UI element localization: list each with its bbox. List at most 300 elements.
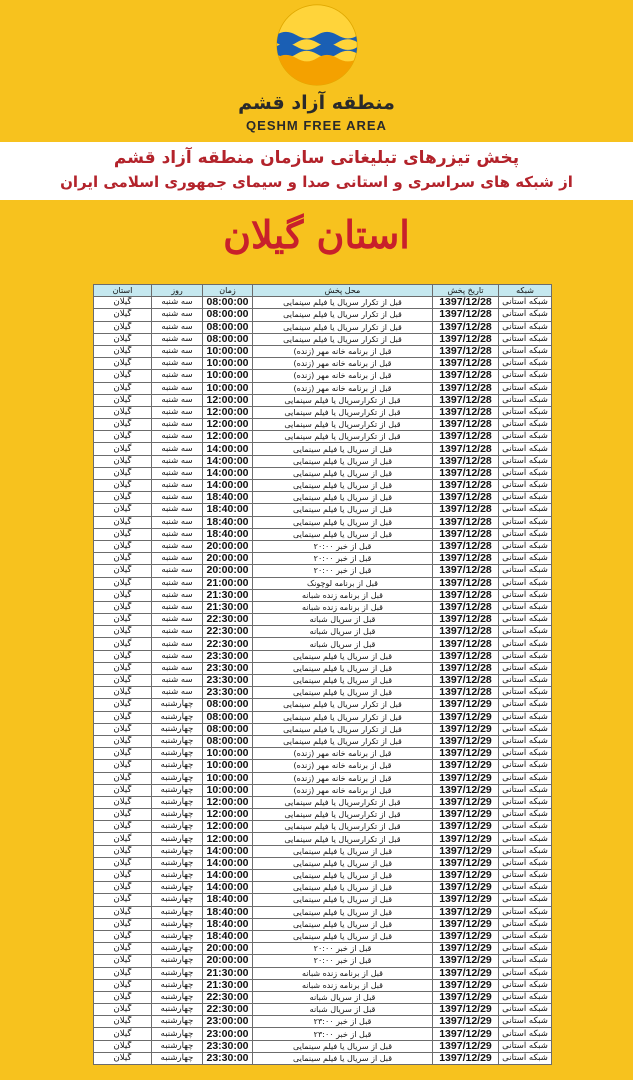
cell-network: شبکه استانی xyxy=(499,821,552,833)
cell-network: شبکه استانی xyxy=(499,1004,552,1016)
cell-network: شبکه استانی xyxy=(499,1040,552,1052)
heading-line-1: پخش تیزرهای تبلیغاتی سازمان منطقه آزاد قشم xyxy=(113,148,520,168)
cell-province: گیلان xyxy=(94,309,152,321)
cell-date: 1397/12/28 xyxy=(433,382,499,394)
cell-network: شبکه استانی xyxy=(499,723,552,735)
table-row xyxy=(94,675,552,687)
cell-time: 23:30:00 xyxy=(203,650,253,662)
cell-province: گیلان xyxy=(94,419,152,431)
cell-network: شبکه استانی xyxy=(499,796,552,808)
cell-day: سه شنبه xyxy=(152,601,203,613)
cell-province: گیلان xyxy=(94,955,152,967)
cell-slot: قبل از سریال یا فیلم سینمایی xyxy=(253,1040,433,1052)
cell-slot: قبل از تکرارسریال یا فیلم سینمایی xyxy=(253,821,433,833)
cell-province: گیلان xyxy=(94,723,152,735)
cell-province: گیلان xyxy=(94,1040,152,1052)
cell-slot: قبل از تکرار سریال یا فیلم سینمایی xyxy=(253,711,433,723)
table-row xyxy=(94,467,552,479)
cell-network: شبکه استانی xyxy=(499,699,552,711)
table-row xyxy=(94,504,552,516)
table-row xyxy=(94,723,552,735)
cell-time: 22:30:00 xyxy=(203,1004,253,1016)
cell-province: گیلان xyxy=(94,638,152,650)
cell-date: 1397/12/28 xyxy=(433,626,499,638)
cell-slot: قبل از سریال یا فیلم سینمایی xyxy=(253,857,433,869)
cell-time: 10:00:00 xyxy=(203,382,253,394)
cell-date: 1397/12/29 xyxy=(433,857,499,869)
cell-time: 14:00:00 xyxy=(203,882,253,894)
cell-time: 21:30:00 xyxy=(203,601,253,613)
cell-slot: قبل از برنامه خانه مهر (زنده) xyxy=(253,345,433,357)
cell-time: 14:00:00 xyxy=(203,845,253,857)
cell-day: چهارشنبه xyxy=(152,748,203,760)
table-row xyxy=(94,443,552,455)
cell-day: سه شنبه xyxy=(152,565,203,577)
cell-province: گیلان xyxy=(94,735,152,747)
table-row xyxy=(94,589,552,601)
cell-network: شبکه استانی xyxy=(499,687,552,699)
cell-time: 18:40:00 xyxy=(203,918,253,930)
cell-date: 1397/12/29 xyxy=(433,870,499,882)
cell-province: گیلان xyxy=(94,577,152,589)
cell-date: 1397/12/29 xyxy=(433,845,499,857)
cell-network: شبکه استانی xyxy=(499,382,552,394)
cell-date: 1397/12/28 xyxy=(433,455,499,467)
cell-network: شبکه استانی xyxy=(499,711,552,723)
table-row xyxy=(94,809,552,821)
cell-slot: قبل از سریال یا فیلم سینمایی xyxy=(253,443,433,455)
cell-province: گیلان xyxy=(94,333,152,345)
cell-slot: قبل از سریال یا فیلم سینمایی xyxy=(253,650,433,662)
cell-date: 1397/12/28 xyxy=(433,638,499,650)
cell-province: گیلان xyxy=(94,772,152,784)
cell-province: گیلان xyxy=(94,443,152,455)
cell-date: 1397/12/28 xyxy=(433,309,499,321)
cell-day: چهارشنبه xyxy=(152,809,203,821)
cell-province: گیلان xyxy=(94,821,152,833)
cell-day: چهارشنبه xyxy=(152,772,203,784)
table-row xyxy=(94,516,552,528)
table-row xyxy=(94,540,552,552)
cell-day: چهارشنبه xyxy=(152,930,203,942)
cell-date: 1397/12/29 xyxy=(433,918,499,930)
cell-province: گیلان xyxy=(94,1016,152,1028)
cell-date: 1397/12/28 xyxy=(433,614,499,626)
cell-network: شبکه استانی xyxy=(499,540,552,552)
table-row xyxy=(94,650,552,662)
cell-time: 10:00:00 xyxy=(203,370,253,382)
cell-time: 21:30:00 xyxy=(203,589,253,601)
heading-line-2: از شبکه های سراسری و استانی صدا و سیمای جمهوری اسلامی ایران xyxy=(60,173,573,191)
cell-day: چهارشنبه xyxy=(152,967,203,979)
col-header-day: روز xyxy=(152,285,203,297)
cell-slot: قبل از برنامه زنده شبانه xyxy=(253,979,433,991)
cell-day: سه شنبه xyxy=(152,431,203,443)
cell-time: 10:00:00 xyxy=(203,345,253,357)
cell-network: شبکه استانی xyxy=(499,662,552,674)
table-row xyxy=(94,431,552,443)
cell-slot: قبل از برنامه خانه مهر (زنده) xyxy=(253,772,433,784)
cell-network: شبکه استانی xyxy=(499,565,552,577)
cell-network: شبکه استانی xyxy=(499,321,552,333)
cell-day: چهارشنبه xyxy=(152,723,203,735)
cell-network: شبکه استانی xyxy=(499,614,552,626)
cell-network: شبکه استانی xyxy=(499,455,552,467)
cell-time: 18:40:00 xyxy=(203,894,253,906)
cell-day: سه شنبه xyxy=(152,333,203,345)
cell-time: 21:30:00 xyxy=(203,979,253,991)
cell-network: شبکه استانی xyxy=(499,553,552,565)
cell-time: 20:00:00 xyxy=(203,943,253,955)
cell-province: گیلان xyxy=(94,626,152,638)
cell-network: شبکه استانی xyxy=(499,675,552,687)
cell-day: سه شنبه xyxy=(152,455,203,467)
cell-slot: قبل از خبر ۲۰:۰۰ xyxy=(253,955,433,967)
cell-time: 20:00:00 xyxy=(203,565,253,577)
cell-date: 1397/12/29 xyxy=(433,699,499,711)
table-row xyxy=(94,455,552,467)
cell-slot: قبل از خبر ۲۳:۰۰ xyxy=(253,1028,433,1040)
cell-province: گیلان xyxy=(94,492,152,504)
cell-province: گیلان xyxy=(94,918,152,930)
table-row xyxy=(94,845,552,857)
cell-day: سه شنبه xyxy=(152,419,203,431)
cell-date: 1397/12/28 xyxy=(433,516,499,528)
cell-time: 12:00:00 xyxy=(203,406,253,418)
cell-day: چهارشنبه xyxy=(152,821,203,833)
cell-date: 1397/12/28 xyxy=(433,687,499,699)
cell-province: گیلان xyxy=(94,455,152,467)
cell-date: 1397/12/28 xyxy=(433,321,499,333)
cell-slot: قبل از سریال یا فیلم سینمایی xyxy=(253,687,433,699)
table-row xyxy=(94,967,552,979)
cell-province: گیلان xyxy=(94,1052,152,1064)
table-row xyxy=(94,943,552,955)
cell-day: سه شنبه xyxy=(152,626,203,638)
cell-date: 1397/12/28 xyxy=(433,443,499,455)
cell-date: 1397/12/29 xyxy=(433,833,499,845)
brand-name-fa: منطقه آزاد قشم xyxy=(238,92,395,114)
cell-network: شبکه استانی xyxy=(499,358,552,370)
cell-time: 10:00:00 xyxy=(203,772,253,784)
table-row xyxy=(94,406,552,418)
cell-province: گیلان xyxy=(94,565,152,577)
cell-date: 1397/12/29 xyxy=(433,735,499,747)
cell-province: گیلان xyxy=(94,406,152,418)
cell-day: چهارشنبه xyxy=(152,711,203,723)
cell-time: 18:40:00 xyxy=(203,516,253,528)
cell-date: 1397/12/29 xyxy=(433,796,499,808)
cell-province: گیلان xyxy=(94,930,152,942)
table-row xyxy=(94,699,552,711)
cell-network: شبکه استانی xyxy=(499,504,552,516)
cell-province: گیلان xyxy=(94,760,152,772)
cell-day: سه شنبه xyxy=(152,309,203,321)
qeshm-logo-icon xyxy=(276,4,358,86)
table-row xyxy=(94,309,552,321)
cell-date: 1397/12/28 xyxy=(433,492,499,504)
cell-province: گیلان xyxy=(94,321,152,333)
cell-date: 1397/12/29 xyxy=(433,943,499,955)
cell-day: سه شنبه xyxy=(152,540,203,552)
cell-network: شبکه استانی xyxy=(499,882,552,894)
cell-slot: قبل از برنامه زنده شبانه xyxy=(253,967,433,979)
cell-date: 1397/12/28 xyxy=(433,419,499,431)
cell-day: سه شنبه xyxy=(152,406,203,418)
cell-province: گیلان xyxy=(94,614,152,626)
cell-province: گیلان xyxy=(94,711,152,723)
cell-day: چهارشنبه xyxy=(152,1016,203,1028)
cell-network: شبکه استانی xyxy=(499,979,552,991)
cell-date: 1397/12/29 xyxy=(433,979,499,991)
table-row xyxy=(94,906,552,918)
cell-network: شبکه استانی xyxy=(499,930,552,942)
table-row xyxy=(94,1004,552,1016)
cell-province: گیلان xyxy=(94,857,152,869)
cell-slot: قبل از سریال یا فیلم سینمایی xyxy=(253,1052,433,1064)
cell-slot: قبل از برنامه خانه مهر (زنده) xyxy=(253,748,433,760)
cell-time: 08:00:00 xyxy=(203,297,253,309)
cell-date: 1397/12/29 xyxy=(433,894,499,906)
cell-time: 22:30:00 xyxy=(203,991,253,1003)
cell-slot: قبل از سریال یا فیلم سینمایی xyxy=(253,662,433,674)
cell-day: سه شنبه xyxy=(152,504,203,516)
cell-day: سه شنبه xyxy=(152,492,203,504)
cell-network: شبکه استانی xyxy=(499,760,552,772)
cell-time: 23:30:00 xyxy=(203,662,253,674)
cell-province: گیلان xyxy=(94,297,152,309)
cell-province: گیلان xyxy=(94,833,152,845)
cell-date: 1397/12/28 xyxy=(433,431,499,443)
cell-province: گیلان xyxy=(94,675,152,687)
table-row xyxy=(94,662,552,674)
table-row xyxy=(94,345,552,357)
cell-slot: قبل از برنامه خانه مهر (زنده) xyxy=(253,358,433,370)
cell-day: سه شنبه xyxy=(152,553,203,565)
cell-province: گیلان xyxy=(94,1004,152,1016)
cell-slot: قبل از خبر ۲۰:۰۰ xyxy=(253,565,433,577)
col-header-slot: محل پخش xyxy=(253,285,433,297)
cell-province: گیلان xyxy=(94,943,152,955)
cell-slot: قبل از سریال یا فیلم سینمایی xyxy=(253,528,433,540)
cell-day: چهارشنبه xyxy=(152,991,203,1003)
cell-day: سه شنبه xyxy=(152,650,203,662)
cell-network: شبکه استانی xyxy=(499,918,552,930)
cell-slot: قبل از برنامه زنده شبانه xyxy=(253,589,433,601)
cell-time: 08:00:00 xyxy=(203,321,253,333)
cell-day: سه شنبه xyxy=(152,443,203,455)
cell-day: سه شنبه xyxy=(152,614,203,626)
table-row xyxy=(94,882,552,894)
table-row xyxy=(94,1028,552,1040)
cell-date: 1397/12/29 xyxy=(433,967,499,979)
header xyxy=(0,0,633,142)
cell-network: شبکه استانی xyxy=(499,516,552,528)
cell-day: چهارشنبه xyxy=(152,894,203,906)
cell-province: گیلان xyxy=(94,528,152,540)
cell-day: سه شنبه xyxy=(152,467,203,479)
cell-slot: قبل از سریال یا فیلم سینمایی xyxy=(253,516,433,528)
cell-province: گیلان xyxy=(94,870,152,882)
cell-slot: قبل از تکرار سریال یا فیلم سینمایی xyxy=(253,309,433,321)
cell-network: شبکه استانی xyxy=(499,443,552,455)
cell-day: چهارشنبه xyxy=(152,760,203,772)
table-row xyxy=(94,553,552,565)
cell-slot: قبل از سریال یا فیلم سینمایی xyxy=(253,480,433,492)
cell-time: 12:00:00 xyxy=(203,796,253,808)
cell-province: گیلان xyxy=(94,358,152,370)
cell-day: سه شنبه xyxy=(152,687,203,699)
cell-network: شبکه استانی xyxy=(499,577,552,589)
cell-network: شبکه استانی xyxy=(499,894,552,906)
cell-slot: قبل از سریال یا فیلم سینمایی xyxy=(253,894,433,906)
cell-network: شبکه استانی xyxy=(499,406,552,418)
table-row xyxy=(94,796,552,808)
cell-province: گیلان xyxy=(94,394,152,406)
cell-slot: قبل از برنامه خانه مهر (زنده) xyxy=(253,370,433,382)
cell-time: 20:00:00 xyxy=(203,955,253,967)
cell-time: 10:00:00 xyxy=(203,760,253,772)
table-row xyxy=(94,358,552,370)
cell-slot: قبل از برنامه لوچونک xyxy=(253,577,433,589)
cell-time: 14:00:00 xyxy=(203,857,253,869)
cell-time: 14:00:00 xyxy=(203,455,253,467)
cell-date: 1397/12/28 xyxy=(433,333,499,345)
cell-network: شبکه استانی xyxy=(499,784,552,796)
cell-time: 22:30:00 xyxy=(203,638,253,650)
table-row xyxy=(94,821,552,833)
cell-day: سه شنبه xyxy=(152,589,203,601)
cell-date: 1397/12/29 xyxy=(433,772,499,784)
cell-time: 08:00:00 xyxy=(203,309,253,321)
cell-province: گیلان xyxy=(94,540,152,552)
cell-slot: قبل از خبر ۲۳:۰۰ xyxy=(253,1016,433,1028)
table-row xyxy=(94,760,552,772)
cell-date: 1397/12/28 xyxy=(433,504,499,516)
cell-time: 20:00:00 xyxy=(203,540,253,552)
cell-slot: قبل از تکرار سریال یا فیلم سینمایی xyxy=(253,699,433,711)
cell-day: سه شنبه xyxy=(152,382,203,394)
cell-network: شبکه استانی xyxy=(499,845,552,857)
cell-date: 1397/12/28 xyxy=(433,589,499,601)
cell-day: چهارشنبه xyxy=(152,1052,203,1064)
cell-time: 23:00:00 xyxy=(203,1028,253,1040)
cell-day: چهارشنبه xyxy=(152,796,203,808)
cell-slot: قبل از سریال شبانه xyxy=(253,991,433,1003)
cell-slot: قبل از سریال یا فیلم سینمایی xyxy=(253,492,433,504)
cell-slot: قبل از تکرار سریال یا فیلم سینمایی xyxy=(253,333,433,345)
cell-time: 22:30:00 xyxy=(203,626,253,638)
cell-date: 1397/12/28 xyxy=(433,577,499,589)
cell-time: 23:30:00 xyxy=(203,675,253,687)
cell-slot: قبل از سریال یا فیلم سینمایی xyxy=(253,467,433,479)
table-row xyxy=(94,991,552,1003)
cell-network: شبکه استانی xyxy=(499,419,552,431)
table-row xyxy=(94,1016,552,1028)
cell-network: شبکه استانی xyxy=(499,638,552,650)
broadcast-schedule-table xyxy=(93,284,552,1065)
table-row xyxy=(94,626,552,638)
cell-date: 1397/12/28 xyxy=(433,406,499,418)
table-row xyxy=(94,748,552,760)
cell-day: چهارشنبه xyxy=(152,955,203,967)
cell-network: شبکه استانی xyxy=(499,1016,552,1028)
table-row xyxy=(94,784,552,796)
cell-date: 1397/12/28 xyxy=(433,297,499,309)
table-body xyxy=(94,297,552,1065)
cell-time: 23:30:00 xyxy=(203,687,253,699)
cell-slot: قبل از تکرارسریال یا فیلم سینمایی xyxy=(253,809,433,821)
brand-name-en: QESHM FREE AREA xyxy=(246,118,387,133)
table-row xyxy=(94,370,552,382)
cell-time: 12:00:00 xyxy=(203,394,253,406)
cell-time: 12:00:00 xyxy=(203,419,253,431)
cell-network: شبکه استانی xyxy=(499,467,552,479)
cell-province: گیلان xyxy=(94,991,152,1003)
cell-network: شبکه استانی xyxy=(499,333,552,345)
col-header-network: شبکه xyxy=(499,285,552,297)
cell-province: گیلان xyxy=(94,662,152,674)
cell-date: 1397/12/28 xyxy=(433,528,499,540)
table-row xyxy=(94,638,552,650)
cell-province: گیلان xyxy=(94,906,152,918)
cell-time: 08:00:00 xyxy=(203,699,253,711)
cell-time: 08:00:00 xyxy=(203,723,253,735)
cell-day: چهارشنبه xyxy=(152,735,203,747)
cell-network: شبکه استانی xyxy=(499,735,552,747)
table-row xyxy=(94,979,552,991)
cell-day: چهارشنبه xyxy=(152,979,203,991)
cell-network: شبکه استانی xyxy=(499,370,552,382)
cell-day: چهارشنبه xyxy=(152,906,203,918)
cell-network: شبکه استانی xyxy=(499,906,552,918)
table-row xyxy=(94,565,552,577)
cell-network: شبکه استانی xyxy=(499,967,552,979)
cell-day: سه شنبه xyxy=(152,358,203,370)
cell-slot: قبل از تکرار سریال یا فیلم سینمایی xyxy=(253,321,433,333)
cell-slot: قبل از سریال یا فیلم سینمایی xyxy=(253,504,433,516)
cell-province: گیلان xyxy=(94,796,152,808)
cell-network: شبکه استانی xyxy=(499,345,552,357)
cell-day: سه شنبه xyxy=(152,321,203,333)
cell-province: گیلان xyxy=(94,480,152,492)
cell-date: 1397/12/29 xyxy=(433,723,499,735)
cell-date: 1397/12/29 xyxy=(433,906,499,918)
table-row xyxy=(94,955,552,967)
table-row xyxy=(94,930,552,942)
cell-date: 1397/12/28 xyxy=(433,662,499,674)
table-row xyxy=(94,394,552,406)
table-row xyxy=(94,528,552,540)
cell-date: 1397/12/28 xyxy=(433,480,499,492)
cell-date: 1397/12/29 xyxy=(433,821,499,833)
cell-network: شبکه استانی xyxy=(499,480,552,492)
cell-day: سه شنبه xyxy=(152,528,203,540)
cell-network: شبکه استانی xyxy=(499,601,552,613)
table-row xyxy=(94,382,552,394)
table-row xyxy=(94,918,552,930)
cell-time: 18:40:00 xyxy=(203,504,253,516)
cell-slot: قبل از تکرارسریال یا فیلم سینمایی xyxy=(253,431,433,443)
table-row xyxy=(94,711,552,723)
cell-province: گیلان xyxy=(94,967,152,979)
cell-network: شبکه استانی xyxy=(499,809,552,821)
cell-province: گیلان xyxy=(94,467,152,479)
cell-day: سه شنبه xyxy=(152,638,203,650)
cell-time: 10:00:00 xyxy=(203,358,253,370)
cell-slot: قبل از تکرار سریال یا فیلم سینمایی xyxy=(253,297,433,309)
cell-slot: قبل از تکرارسریال یا فیلم سینمایی xyxy=(253,833,433,845)
